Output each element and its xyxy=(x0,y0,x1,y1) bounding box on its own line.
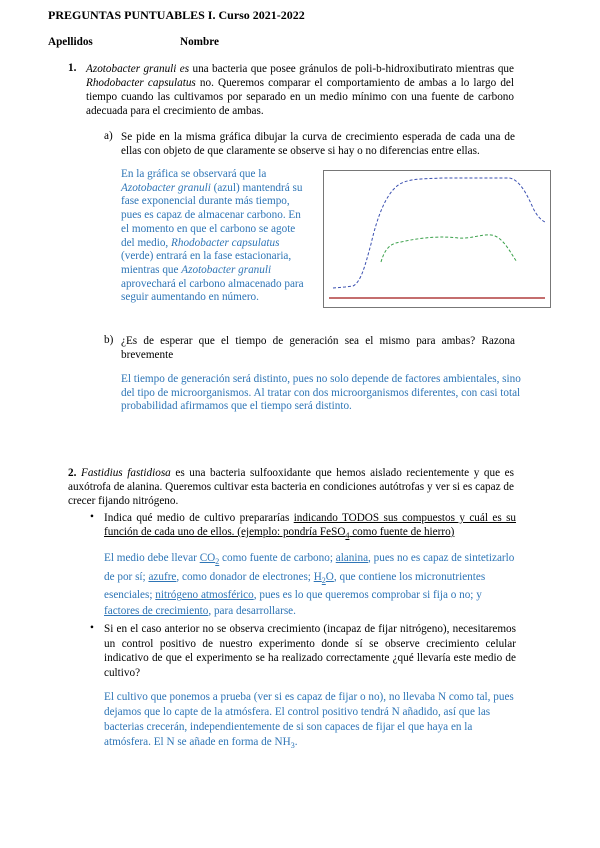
ans1-p5: , que contiene los micronutrientes esenciales; xyxy=(104,570,486,602)
q2-org: Fastidius fastidiosa xyxy=(81,467,171,479)
ans1-h2o-o: O xyxy=(325,570,334,583)
page-title: PREGUNTAS PUNTUABLES I. Curso 2021-2022 xyxy=(48,8,305,22)
ans1-h2o-sub: 2 xyxy=(321,575,326,585)
q1a-text: Se pide en la misma gráfica dibujar la curva de crecimiento esperada de cada una de ellas con objeto de que claramente se observe si hay o no diferencias entre ellas. xyxy=(121,131,515,157)
ans1-co2: CO xyxy=(199,552,216,564)
q1a-ans-org2: Rhodobacter capsulatus xyxy=(171,236,280,249)
q1a-ans-org1: Azotobacter granuli xyxy=(121,181,211,194)
ans2-sub: 3 xyxy=(290,741,295,751)
growth-curve-chart xyxy=(323,170,551,308)
q2-text: es una bacteria sulfooxidante que hemos aislado recientemente y que es auxótrofa de alanina. Queremos cultivar esta bacteria en condiciones autótrofas y ver si es capaz de crecer fijando nitrógeno. xyxy=(68,467,514,507)
bullet-2: • xyxy=(90,622,94,634)
q1a-label: a) xyxy=(104,130,113,142)
ans1-fc: factores de crecimiento xyxy=(104,604,209,617)
q1-text2: no. Queremos comparar el comportamiento de ambas a lo largo del tiempo cuando las cultivamos por separado en un medio mínimo con una fuente de carbono adecuada para el crecimiento de ambas. xyxy=(86,77,514,117)
q1b-answer: El tiempo de generación será distinto, pues no solo depende de factores ambientales, sino del tipo de microorganismos. Al tratar con dos microorganismos diferentes, con casi total probabilidad afirmamos que el tiempo será distinto. xyxy=(121,373,521,413)
q1a-ans-p1: En la gráfica se observará que la xyxy=(121,168,267,180)
q2-bullet2: Si en el caso anterior no se observa crecimiento (incapaz de fijar nitrógeno), necesitaremos un control positivo de nuestro experimento donde sí se observe crecimiento celular indicativo de que el experimento se ha realizado correctamente ¿qué llevaría este medio de cultivo? xyxy=(104,623,516,679)
q1b-text: ¿Es de esperar que el tiempo de generación sea el mismo para ambas? Razona brevemente xyxy=(121,335,515,361)
ans1-p6: , pues es lo que queremos comprobar si fija o no; y xyxy=(253,589,482,602)
q2-answer2 xyxy=(104,690,514,753)
nombre-label: Nombre xyxy=(180,36,219,48)
q1-org2: Rhodobacter capsulatus xyxy=(86,77,196,89)
ans2-p1: El cultivo que ponemos a prueba (ver si es capaz de fijar o no), no llevaba N como tal, pues dejamos que lo capte de la atmósfera. El control positivo tendrá N añadido, así que las bacterias crecerán, independientemente de si son capaces de fijar el que haya en la atmósfera. El N se añade en forma de NH xyxy=(104,691,514,748)
ans1-n2: nitrógeno atmosférico xyxy=(155,589,254,602)
q1b-label: b) xyxy=(104,334,114,346)
apellidos-label: Apellidos xyxy=(48,36,93,48)
ans1-h2o: H xyxy=(313,570,322,583)
ans1-co2-sub: 2 xyxy=(215,557,220,567)
q2-statement xyxy=(68,466,514,508)
bullet-1: • xyxy=(90,511,94,523)
q2-b1-t1: Indica qué medio de cultivo prepararías xyxy=(104,512,294,524)
ans1-alanina: alanina xyxy=(335,552,369,564)
q1a-ans-org3: Azotobacter granuli xyxy=(181,263,272,276)
q1-statement xyxy=(86,62,514,118)
q1-org1: Azotobacter granuli es xyxy=(86,63,190,75)
q2-b1-sub: 4 xyxy=(345,531,350,541)
q1a-ans-p3: (verde) entrará en la fase estacionaria, mientras que xyxy=(121,250,292,276)
q2-answer1 xyxy=(104,551,516,619)
ans2-p2: . xyxy=(294,736,298,748)
ans1-azufre: azufre xyxy=(148,570,177,583)
q2-number: 2. xyxy=(68,467,77,479)
q1a-ans-p2: (azul) mantendrá su fase exponencial durante más tiempo, pues es capaz de almacenar carbono. En el momento en que el carbono se agote del medio, xyxy=(121,181,303,249)
ans1-p4: , como donador de electrones; xyxy=(176,570,314,583)
q2-bullet1 xyxy=(104,511,516,543)
q2-b1-u1: indicando TODOS sus compuestos y cuál es su función de cada uno de ellos. (ejemplo: pondría FeSO xyxy=(104,512,517,538)
q2-b1-u2: como fuente de hierro) xyxy=(349,526,455,538)
ans1-p7: , para desarrollarse. xyxy=(208,604,296,617)
q1a-answer xyxy=(121,168,309,305)
q1-number: 1. xyxy=(68,62,77,74)
chart-frame xyxy=(324,171,551,308)
q1-text1: una bacteria que posee gránulos de poli-b-hidroxibutirato mientras que xyxy=(189,63,514,75)
ans1-p2: como fuente de carbono; xyxy=(219,552,336,564)
ans1-p1: El medio debe llevar xyxy=(104,552,200,564)
q1a-ans-p4: aprovechará el carbono almacenado para seguir aumentando en número. xyxy=(121,277,304,304)
ans1-p3: , pues no es capaz de sintetizarlo de por sí; xyxy=(104,552,515,583)
